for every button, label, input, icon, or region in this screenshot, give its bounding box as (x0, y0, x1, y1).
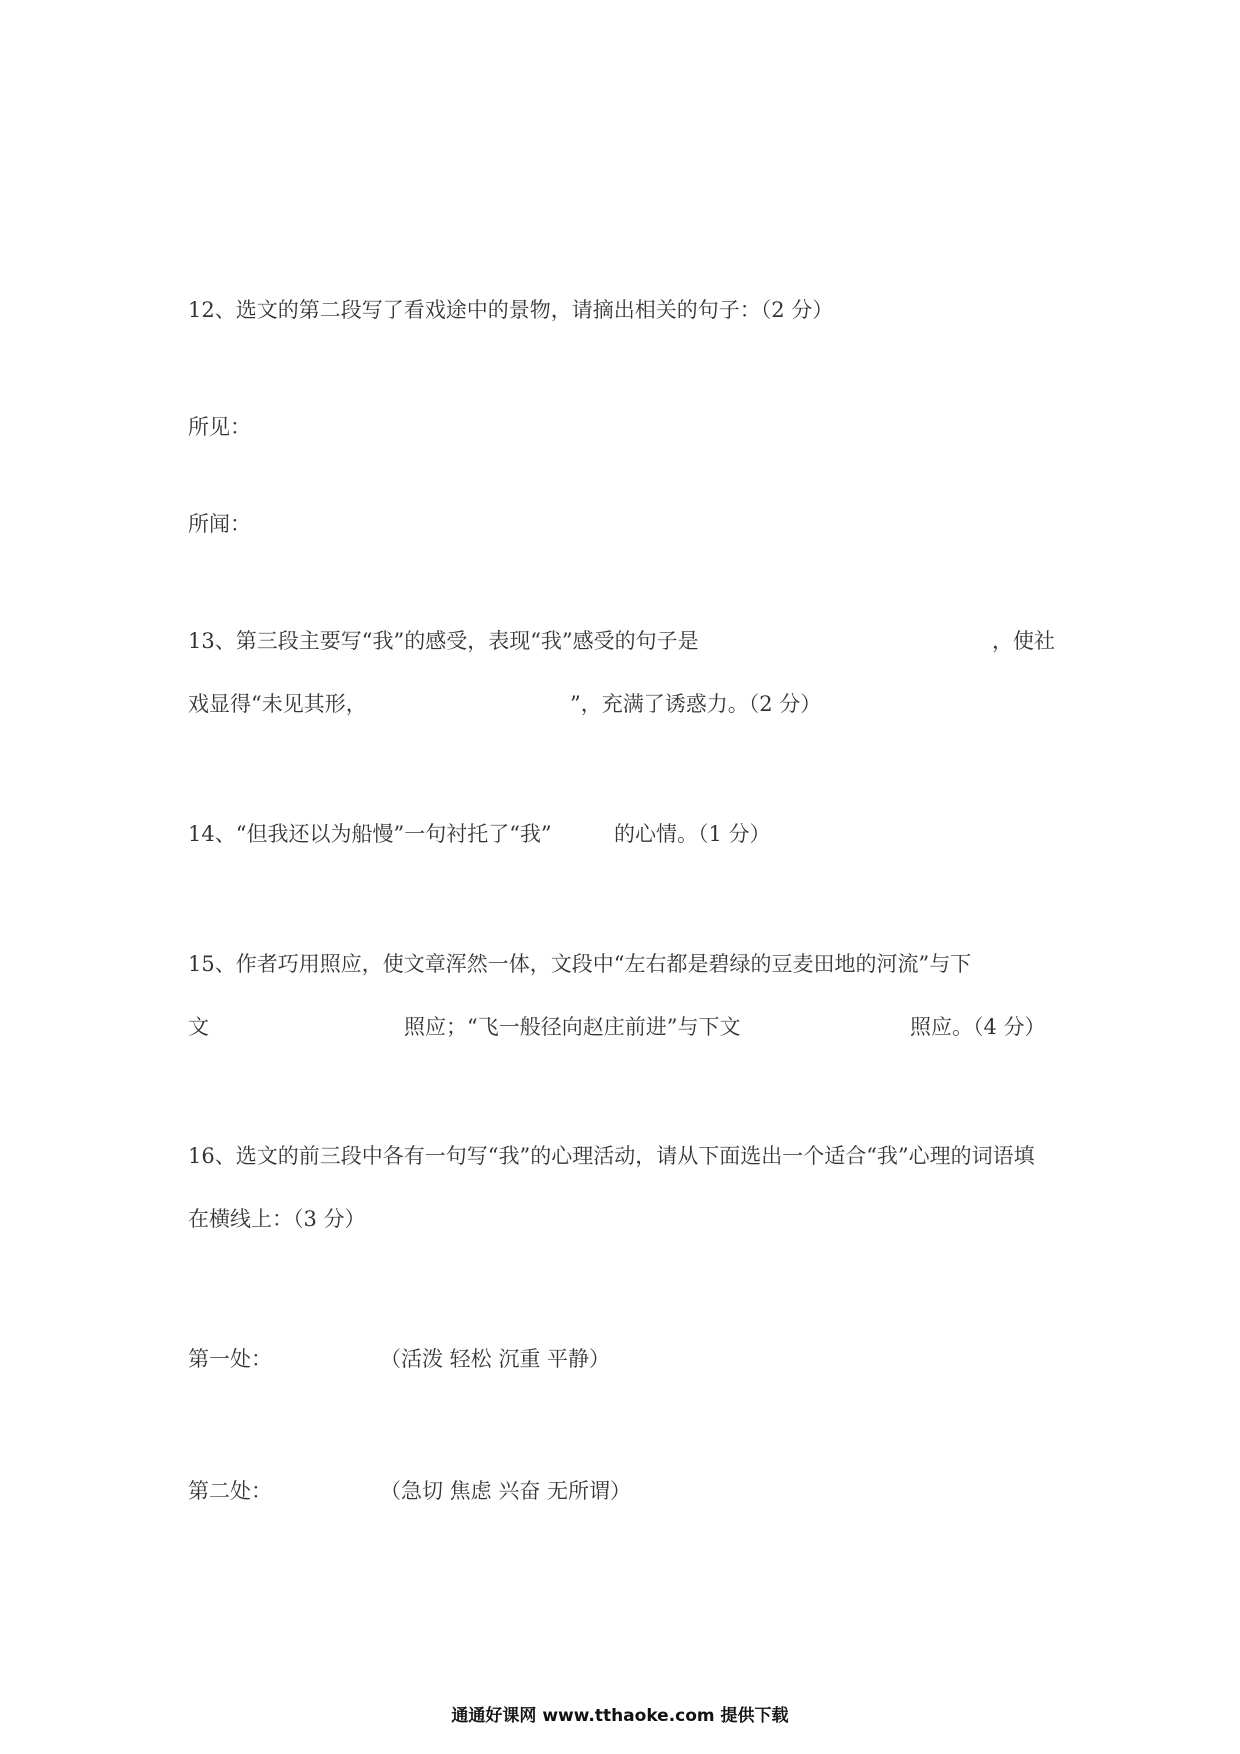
q14-text: 14、“但我还以为船慢”一句衬托了“我” (188, 822, 552, 846)
q15-line1: 15、作者巧用照应，使文章浑然一体，文段中“左右都是碧绿的豆麦田地的河流”与下 (188, 952, 972, 976)
q12-heard-label: 所闻： (188, 512, 251, 536)
q13-line1-tail: ，使社 (992, 629, 1055, 653)
q16-second-label: 第二处： (188, 1479, 272, 1503)
q13-line2-tail: ”，充满了诱惑力。（2 分） (570, 692, 822, 716)
q14-text-tail: 的心情。（1 分） (614, 822, 771, 846)
q16-second-options: （急切 焦虑 兴奋 无所谓） (380, 1479, 632, 1503)
q12-prompt: 12、选文的第二段写了看戏途中的景物，请摘出相关的句子：（2 分） (188, 298, 834, 322)
q16-line2: 在横线上：（3 分） (188, 1207, 366, 1231)
q13-line2: 戏显得“未见其形， (188, 692, 367, 716)
page-footer: 通通好课网 www.tthaoke.com 提供下载 (451, 1706, 789, 1726)
q15-line2-end: 照应。（4 分） (910, 1015, 1046, 1039)
q15-line2-middle: 照应；“飞一般径向赵庄前进”与下文 (404, 1015, 741, 1039)
q16-first-label: 第一处： (188, 1347, 272, 1371)
q16-line1: 16、选文的前三段中各有一句写“我”的心理活动，请从下面选出一个适合“我”心理的词语填 (188, 1144, 1035, 1168)
q15-line2-start: 文 (188, 1015, 209, 1039)
q16-first-options: （活泼 轻松 沉重 平静） (380, 1347, 611, 1371)
q12-seen-label: 所见： (188, 415, 251, 439)
q13-line1: 13、第三段主要写“我”的感受，表现“我”感受的句子是 (188, 629, 699, 653)
